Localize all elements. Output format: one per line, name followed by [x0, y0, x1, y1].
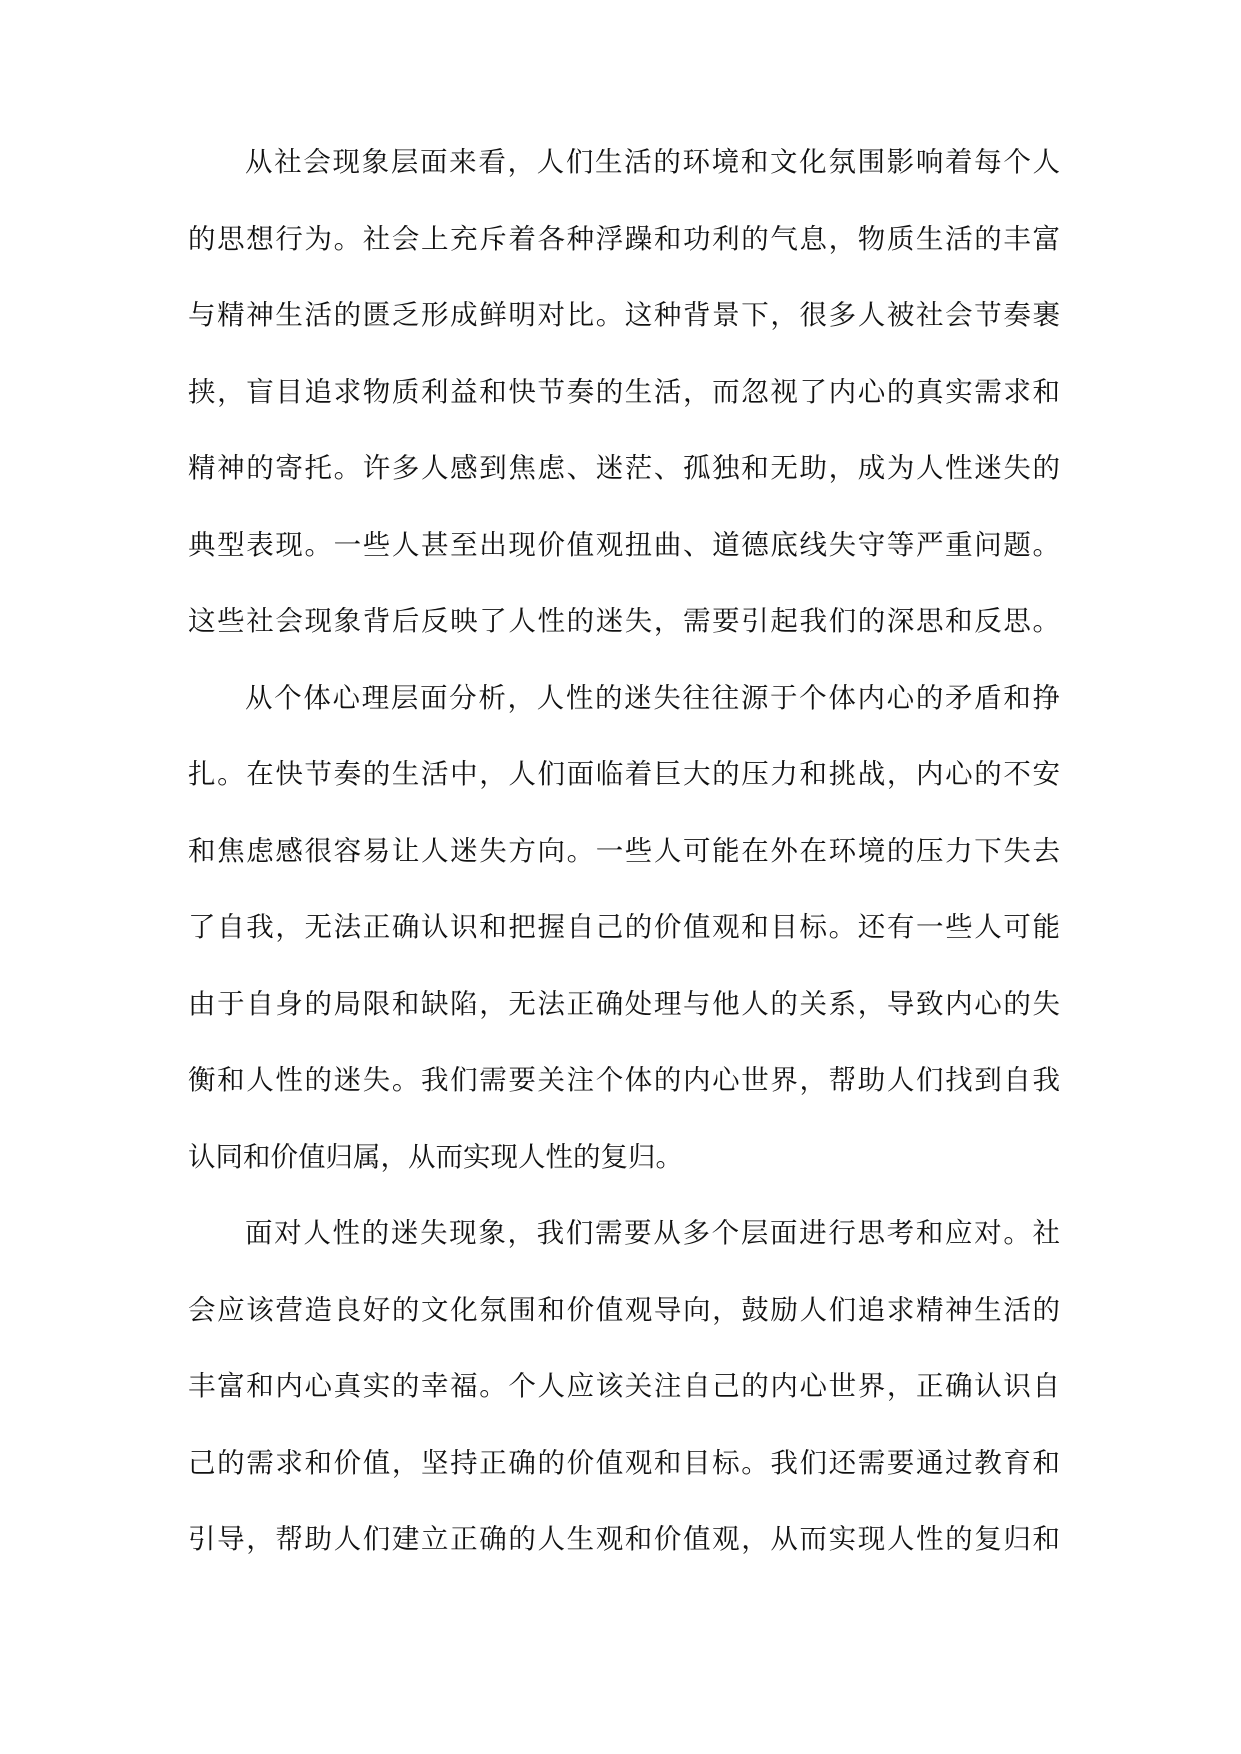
text-line: 这些社会现象背后反映了人性的迷失，需要引起我们的深思和反思。 [188, 605, 1060, 637]
text-line: 己的需求和价值，坚持正确的价值观和目标。我们还需要通过教育和 [188, 1446, 1060, 1479]
paragraph-response [188, 1215, 1060, 1598]
text-line: 会应该营造良好的文化氛围和价值观导向，鼓励人们追求精神生活的 [188, 1293, 1060, 1326]
text-line: 挟，盲目追求物质利益和快节奏的生活，而忽视了内心的真实需求和 [188, 375, 1060, 408]
paragraph-individual-psychology [188, 680, 1060, 1216]
text-line: 和焦虑感很容易让人迷失方向。一些人可能在外在环境的压力下失去 [188, 834, 1060, 867]
text-line: 从个体心理层面分析，人性的迷失往往源于个体内心的矛盾和挣 [245, 681, 1060, 714]
text-line: 典型表现。一些人甚至出现价值观扭曲、道德底线失守等严重问题。 [188, 528, 1060, 561]
text-line: 衡和人性的迷失。我们需要关注个体的内心世界，帮助人们找到自我 [188, 1064, 1060, 1096]
text-line: 丰富和内心真实的幸福。个人应该关注自己的内心世界，正确认识自 [188, 1370, 1060, 1402]
text-line: 精神的寄托。许多人感到焦虑、迷茫、孤独和无助，成为人性迷失的 [188, 452, 1060, 484]
text-line: 了自我，无法正确认识和把握自己的价值观和目标。还有一些人可能 [188, 911, 1060, 943]
text-line: 扎。在快节奏的生活中，人们面临着巨大的压力和挑战，内心的不安 [188, 758, 1060, 790]
paragraph-social-phenomena [188, 144, 1060, 680]
text-line: 的思想行为。社会上充斥着各种浮躁和功利的气息，物质生活的丰富 [188, 222, 1060, 255]
text-line: 与精神生活的匮乏形成鲜明对比。这种背景下，很多人被社会节奏裹 [188, 299, 1060, 331]
text-line: 面对人性的迷失现象，我们需要从多个层面进行思考和应对。社 [245, 1217, 1060, 1249]
text-line: 引导，帮助人们建立正确的人生观和价值观，从而实现人性的复归和 [188, 1523, 1060, 1555]
text-line: 认同和价值归属，从而实现人性的复归。 [188, 1140, 683, 1173]
text-line: 从社会现象层面来看，人们生活的环境和文化氛围影响着每个人 [245, 146, 1060, 178]
document-body [188, 144, 1060, 1598]
text-line: 由于自身的局限和缺陷，无法正确处理与他人的关系，导致内心的失 [188, 987, 1060, 1020]
